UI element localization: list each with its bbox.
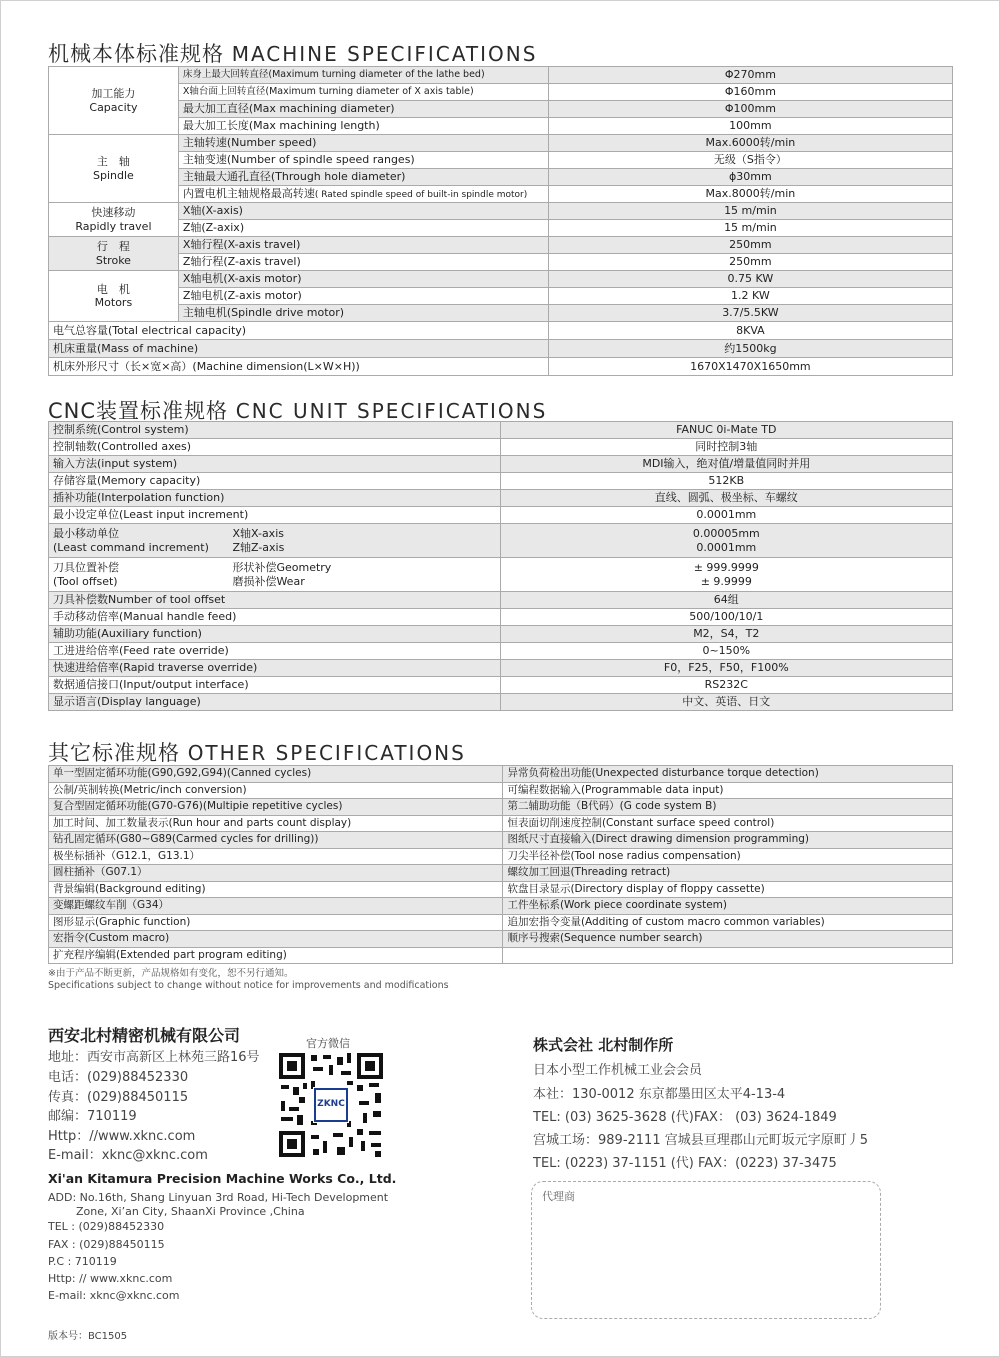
- table-row: [49, 848, 953, 865]
- table-row: [49, 881, 953, 898]
- company-cn-tel: 电话：(029)88452330: [48, 1070, 189, 1085]
- table-row: 内置电机主轴规格最高转速( Rated spindle speed of built-in spindle motor) Max.8000转/min: [49, 186, 953, 203]
- company-cn-address: 地址：西安市高新区上林苑三路16号: [48, 1050, 260, 1065]
- table-row: [49, 815, 953, 832]
- qr-logo-text: ZKNC: [317, 1099, 345, 1109]
- company-jp-tel2: TEL: (0223) 37-1151 (代) FAX：(0223) 37-3475: [533, 1156, 837, 1171]
- table-row: 快速进给倍率(Rapid traverse override) F0，F25，F50，F100%: [49, 660, 953, 677]
- table-row: 主轴最大通孔直径(Through hole diameter) ϕ30mm: [49, 169, 953, 186]
- other-cell-right: 追加宏指令变量(Additing of custom macro common variables): [503, 914, 953, 931]
- other-cell-right: 恒表面切削速度控制(Constant surface speed control): [503, 815, 953, 832]
- company-cn-email[interactable]: E-mail：xknc@xknc.com: [48, 1148, 208, 1163]
- wechat-label: 官方微信: [306, 1037, 350, 1050]
- company-jp-tel1: TEL: (03) 3625-3628 (代)FAX： (03) 3624-1849: [533, 1110, 837, 1125]
- table-row: Z轴行程(Z-axis travel) 250mm: [49, 254, 953, 271]
- table-row: 存储容量(Memory capacity) 512KB: [49, 473, 953, 490]
- table-row: 快速移动 Rapidly travel X轴(X-axis) 15 m/min: [49, 203, 953, 220]
- table-row: [49, 914, 953, 931]
- other-cell-left: 扩充程序编辑(Extended part program editing): [49, 947, 503, 964]
- table-row: 电 机 Motors X轴电机(X-axis motor) 0.75 KW: [49, 271, 953, 288]
- qr-code-icon[interactable]: [277, 1051, 385, 1159]
- other-cell-left: 加工时间、加工数量表示(Run hour and parts count display): [49, 815, 503, 832]
- other-cell-left: 复合型固定循环功能(G70-G76)(Multipie repetitive cycles): [49, 799, 503, 816]
- table-row: 手动移动倍率(Manual handle feed) 500/100/10/1: [49, 609, 953, 626]
- other-cell-right: 图纸尺寸直接输入(Direct drawing dimension programming): [503, 832, 953, 849]
- table-row: 机床外形尺寸（长×宽×高）(Machine dimension(L×W×H)) 1670X1470X1650mm: [49, 358, 953, 376]
- footnote-en: Specifications subject to change without notice for improvements and modifications: [48, 980, 449, 991]
- cnc-spec-table: [48, 421, 953, 711]
- table-row: 控制系统(Control system) FANUC 0i-Mate TD: [49, 422, 953, 439]
- table-row: Z轴电机(Z-axis motor) 1.2 KW: [49, 288, 953, 305]
- table-row-least-command: 最小移动单位 (Least command increment) X轴X-axis Z轴Z-axis 0.00005mm 0.0001mm: [49, 524, 953, 558]
- table-row: Z轴(Z-axix) 15 m/min: [49, 220, 953, 237]
- agent-box: [531, 1181, 881, 1319]
- table-row: [49, 898, 953, 915]
- other-cell-right: 可编程数据输入(Programmable data input): [503, 782, 953, 799]
- table-row: [49, 832, 953, 849]
- company-cn-fax: 传真：(029)88450115: [48, 1090, 189, 1105]
- group-capacity: 加工能力 Capacity: [49, 67, 179, 135]
- company-en-fax: FAX : (029)88450115: [48, 1238, 165, 1251]
- version-number: 版本号：BC1505: [48, 1331, 128, 1342]
- table-row: X轴台面上回转直径(Maximum turning diameter of X axis table) Φ160mm: [49, 84, 953, 101]
- table-row: 辅助功能(Auxiliary function) M2，S4，T2: [49, 626, 953, 643]
- table-row-tool-offset: 刀具位置补偿 (Tool offset) 形状补偿Geometry 磨损补偿Wear ± 999.9999 ± 9.9999: [49, 558, 953, 592]
- company-en-email[interactable]: E-mail: xknc@xknc.com: [48, 1289, 180, 1302]
- other-title-en: OTHER SPECIFICATIONS: [187, 741, 466, 765]
- other-cell-left: 宏指令(Custom macro): [49, 931, 503, 948]
- table-row: 输入方法(input system) MDI输入，绝对值/增量值同时并用: [49, 456, 953, 473]
- group-rapid: 快速移动 Rapidly travel: [49, 203, 179, 237]
- company-cn-name: 西安北村精密机械有限公司: [48, 1026, 241, 1045]
- group-motors: 电 机 Motors: [49, 271, 179, 322]
- table-row: 数据通信接口(Input/output interface) RS232C: [49, 677, 953, 694]
- other-section-title: [48, 737, 466, 767]
- other-cell-left: 图形显示(Graphic function): [49, 914, 503, 931]
- company-jp-hq: 本社：130-0012 东京都墨田区太平4-13-4: [533, 1087, 786, 1102]
- table-row: 电气总容量(Total electrical capacity) 8KVA: [49, 322, 953, 340]
- company-en-tel: TEL : (029)88452330: [48, 1220, 165, 1233]
- other-cell-left: 变螺距螺纹车削（G34）: [49, 898, 503, 915]
- company-en-pc: P.C : 710119: [48, 1255, 117, 1268]
- table-row: [49, 931, 953, 948]
- other-cell-left: 极坐标插补（G12.1，G13.1）: [49, 848, 503, 865]
- machine-title-en: MACHINE SPECIFICATIONS: [231, 42, 538, 66]
- company-cn-post: 邮编：710119: [48, 1109, 137, 1124]
- other-cell-right: 第二辅助功能（B代码）(G code system B): [503, 799, 953, 816]
- cnc-title-cn: CNC装置标准规格: [48, 399, 229, 423]
- table-row: 最大加工长度(Max machining length) 100mm: [49, 118, 953, 135]
- other-cell-left: 单一型固定循环功能(G90,G92,G94)(Canned cycles): [49, 766, 503, 783]
- table-row: 最小设定单位(Least input increment) 0.0001mm: [49, 507, 953, 524]
- table-row: 刀具补偿数Number of tool offset 64组: [49, 592, 953, 609]
- company-en-http[interactable]: Http: // www.xknc.com: [48, 1272, 173, 1285]
- company-jp-factory: 宫城工场：989-2111 宫城县亘理郡山元町坂元字原町丿5: [533, 1133, 868, 1148]
- table-row: 机床重量(Mass of machine) 约1500kg: [49, 340, 953, 358]
- company-jp-assoc: 日本小型工作机械工业会会员: [533, 1063, 703, 1078]
- group-stroke: 行 程 Stroke: [49, 237, 179, 271]
- other-cell-left: 背景编辑(Background editing): [49, 881, 503, 898]
- machine-title-cn: 机械本体标准规格: [48, 42, 224, 66]
- table-row: [49, 947, 953, 964]
- company-en-add2: Zone, Xi’an City, ShaanXi Province ,China: [76, 1205, 305, 1218]
- table-row: 行 程 Stroke X轴行程(X-axis travel) 250mm: [49, 237, 953, 254]
- other-cell-right: 顺序号搜索(Sequence number search): [503, 931, 953, 948]
- table-row: [49, 766, 953, 783]
- table-row: 控制轴数(Controlled axes) 同时控制3轴: [49, 439, 953, 456]
- footnote-cn: ※由于产品不断更新，产品规格如有变化，恕不另行通知。: [48, 968, 294, 979]
- table-row: 主轴变速(Number of spindle speed ranges) 无级（S指令）: [49, 152, 953, 169]
- other-cell-right: 刀尖半径补偿(Tool nose radius compensation): [503, 848, 953, 865]
- other-cell-right: 螺纹加工回退(Threading retract): [503, 865, 953, 882]
- table-row: 加工能力 Capacity 床身上最大回转直径(Maximum turning diameter of the lathe bed) Φ270mm: [49, 67, 953, 84]
- other-cell-left: 公制/英制转换(Metric/inch conversion): [49, 782, 503, 799]
- company-en-name: Xi'an Kitamura Precision Machine Works Co., Ltd.: [48, 1171, 397, 1186]
- group-spindle: 主 轴 Spindle: [49, 135, 179, 203]
- table-row: 工进进给倍率(Feed rate override) 0~150%: [49, 643, 953, 660]
- table-row: 显示语言(Display language) 中文、英语、日文: [49, 694, 953, 711]
- other-cell-left: 钻孔固定循环(G80~G89(Carmed cycles for drilling)): [49, 832, 503, 849]
- machine-section-title: [48, 38, 537, 68]
- company-cn-http[interactable]: Http：//www.xknc.com: [48, 1129, 196, 1144]
- cnc-title-en: CNC UNIT SPECIFICATIONS: [235, 399, 548, 423]
- table-row: 最大加工直径(Max machining diameter) Φ100mm: [49, 101, 953, 118]
- other-spec-table: [48, 765, 953, 964]
- other-cell-left: 圆柱插补（G07.1）: [49, 865, 503, 882]
- other-cell-right: [503, 947, 953, 964]
- table-row: [49, 782, 953, 799]
- company-jp-name: 株式会社 北村制作所: [533, 1036, 674, 1054]
- other-title-cn: 其它标准规格: [48, 741, 180, 765]
- other-cell-right: 软盘目录显示(Directory display of floppy cassette): [503, 881, 953, 898]
- footnote: [48, 968, 449, 992]
- other-cell-right: 工件坐标系(Work piece coordinate system): [503, 898, 953, 915]
- table-row: 主 轴 Spindle 主轴转速(Number speed) Max.6000转/min: [49, 135, 953, 152]
- other-cell-right: 异常负荷检出功能(Unexpected disturbance torque detection): [503, 766, 953, 783]
- table-row: 插补功能(Interpolation function) 直线、圆弧、极坐标、车螺纹: [49, 490, 953, 507]
- machine-spec-table: [48, 66, 953, 376]
- agent-label: 代理商: [542, 1190, 575, 1203]
- table-row: [49, 799, 953, 816]
- company-en-add1: ADD: No.16th, Shang Linyuan 3rd Road, Hi-Tech Development: [48, 1191, 389, 1204]
- table-row: [49, 865, 953, 882]
- table-row: 主轴电机(Spindle drive motor) 3.7/5.5KW: [49, 305, 953, 322]
